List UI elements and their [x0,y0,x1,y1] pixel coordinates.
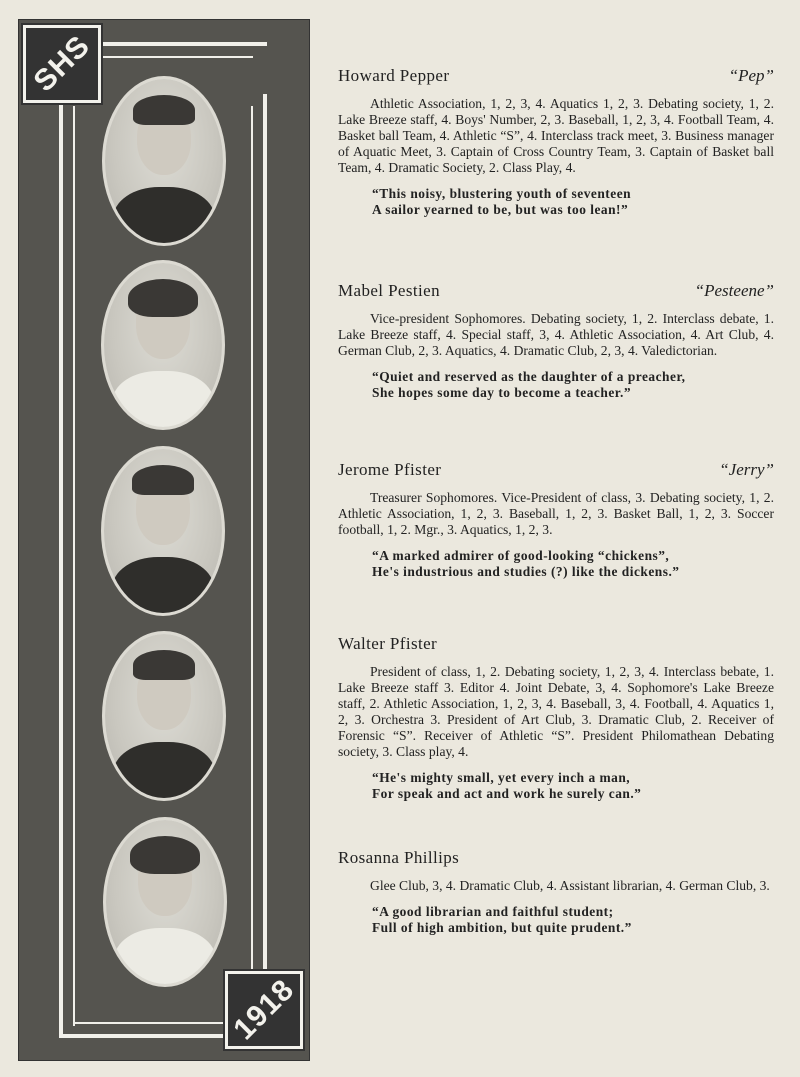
portrait-photo-rosanna-phillips [103,817,227,987]
student-nickname: “Jerry” [719,460,774,479]
frame-line [59,94,63,1038]
student-activities: President of class, 1, 2. Debating society, 1, 2, 3, 4. Interclass bebate, 1. Lake Breeze staff 3. Editor 4. Joint Debate, 3, 4. Sophomore's Lake Breeze staff, 2. Athletic Association, 1, 2, 3, 4. Baseball, 3, 4. Football, 4. Aquatics 1, 2, 3. Orchestra 3. President of Art Club, 3. Dramatic Club, 2. Receiver of Forensic “S”. Receiver of Athletic “S”. President Philomathean Debating society, 3. Class play, 4. [338,664,774,759]
quote-line: For speak and act and work he surely can.” [372,786,642,801]
student-quote [372,186,774,218]
quote-line: A sailor yearned to be, but was too lean!” [372,202,629,217]
frame-line [73,1022,223,1024]
student-entry [338,460,774,580]
student-name: Rosanna Phillips [338,848,460,867]
frame-line [263,94,267,1038]
student-name: Mabel Pestien [338,281,440,300]
portrait-photo-jerome-pfister [101,446,225,616]
photo-column [18,19,310,1061]
student-quote [372,904,774,936]
year-badge [225,971,303,1049]
quote-line: He's industrious and studies (?) like the dickens.” [372,564,680,579]
student-activities: Treasurer Sophomores. Vice-President of class, 3. Debating society, 1, 2. Athletic Association, 1, 2, 3. Baseball, 1, 2, 3. Basket Ball, 1, 2, 3. Soccer football, 1, 2. Mgr., 3. Aquatics, 1, 2, 3. [338,490,774,537]
student-nickname: “Pep” [728,66,774,85]
quote-line: “A marked admirer of good-looking “chickens”, [372,548,670,563]
year-badge-text: 1918 [226,972,301,1047]
student-entry [338,66,774,218]
frame-line [103,56,253,58]
quote-line: “This noisy, blustering youth of seventeen [372,186,632,201]
quote-line: “Quiet and reserved as the daughter of a preacher, [372,369,686,384]
student-entry [338,281,774,401]
quote-line: Full of high ambition, but quite prudent.” [372,920,632,935]
student-nickname: “Pesteene” [694,281,774,300]
frame-line [59,1034,223,1038]
portrait-photo-howard-pepper [102,76,226,246]
student-quote [372,548,774,580]
student-quote [372,369,774,401]
quote-line: She hopes some day to become a teacher.” [372,385,632,400]
student-name: Howard Pepper [338,66,450,85]
student-activities: Vice-president Sophomores. Debating society, 1, 2. Interclass debate, 1. Lake Breeze staff, 4. Special staff, 3, 4. Athletic Association, 4. Art Club, 4. German Club, 2, 3. Aquatics, 4. Dramatic Club, 2, 3, 4. Valedictorian. [338,311,774,358]
student-activities: Athletic Association, 1, 2, 3, 4. Aquatics 1, 2, 3. Debating society, 1, 2. Lake Breeze staff, 4. Boys' Number, 2, 3. Baseball, 1, 2, 3, 4. Football Team, 4. Basket ball Team, 4. Athletic “S”, 4. Interclass track meet, 3. Business manager of Aquatic Meet, 3. Captain of Cross Country Team, 3. Captain of Basket ball Team, 4. Dramatic Society, 2. Class Play, 4. [338,96,774,175]
student-name: Jerome Pfister [338,460,442,479]
quote-line: “He's mighty small, yet every inch a man, [372,770,631,785]
shs-badge-text: SHS [27,29,97,99]
quote-line: “A good librarian and faithful student; [372,904,614,919]
student-quote [372,770,774,802]
frame-line [103,42,267,46]
portrait-photo-mabel-pestien [101,260,225,430]
student-entry [338,634,774,802]
student-entry [338,848,774,936]
student-activities: Glee Club, 3, 4. Dramatic Club, 4. Assistant librarian, 4. German Club, 3. [370,878,770,893]
frame-line [251,106,253,1026]
student-name: Walter Pfister [338,634,438,653]
portrait-photo-walter-pfister [102,631,226,801]
frame-line [73,106,75,1026]
shs-badge [23,25,101,103]
